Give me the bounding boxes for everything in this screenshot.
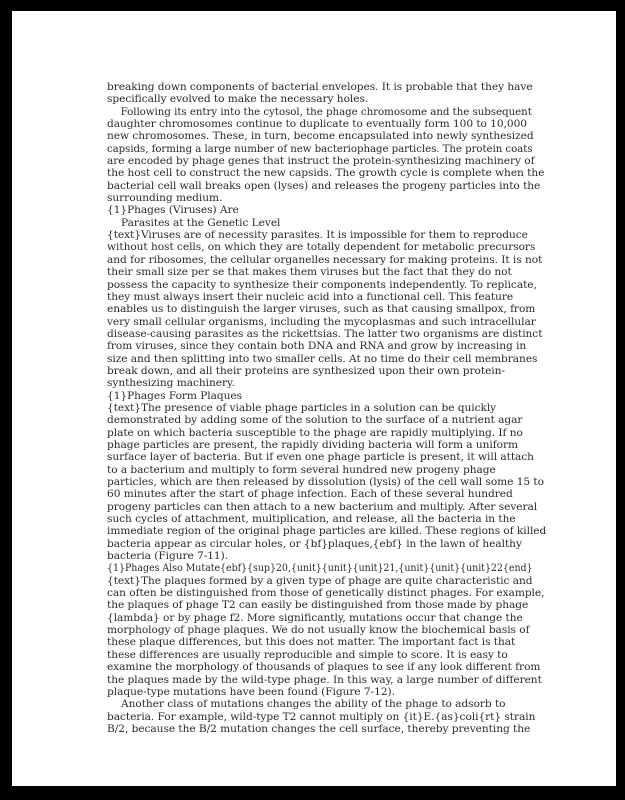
- text-line: daughter chromosomes continue to duplicate to eventually form 100 to 10,000: [107, 118, 527, 131]
- text-line: phage particles are present, the rapidly dividing bacteria will form a uniform: [107, 438, 518, 451]
- text-line: break down, and all their proteins are synthesized upon their own protein-: [107, 364, 505, 377]
- text-line: demonstrated by adding some of the solution to the surface of a nutrient agar: [107, 414, 523, 427]
- text-line: their small size per se that makes them viruses but the fact that they do not: [107, 266, 512, 279]
- text-line: new chromosomes. These, in turn, become encapsulated into newly synthesized: [107, 130, 534, 143]
- text-line: breaking down components of bacterial envelopes. It is probable that they have: [107, 81, 533, 93]
- text-line: morphology of phage plaques. We do not usually know the biochemical basis of: [107, 624, 530, 637]
- text-line: plaque-type mutations have been found (Figure 7-12).: [107, 685, 395, 698]
- text-line: {text}The plaques formed by a given type of phage are quite characteristic and: [107, 574, 533, 587]
- text-line: {1}Phages Form Plaques: [107, 389, 243, 402]
- text-line: {lambda} or by phage f2. More significantly, mutations occur that change the: [107, 611, 523, 624]
- text-line: Parasites at the Genetic Level: [121, 216, 281, 229]
- text-line: disease-causing parasites as the rickettsias. The latter two organisms are distinct: [107, 327, 543, 340]
- text-line: Another class of mutations changes the ability of the phage to adsorb to: [121, 698, 506, 711]
- text-line: without host cells, on which they are totally dependent for metabolic precursors: [107, 241, 536, 254]
- text-line: bacteria (Figure 7-11).: [107, 550, 229, 563]
- text-line: progeny particles can then attach to a new bacterium and multiply. After several: [107, 500, 538, 513]
- text-line: synthesizing machinery.: [107, 377, 235, 390]
- text-line: these differences are usually reproducible and simple to score. It is easy to: [107, 648, 508, 661]
- text-line: can often be distinguished from those of genetically distinct phages. For example,: [107, 587, 545, 600]
- text-line: size and then splitting into two smaller cells. At no time do their cell membranes: [107, 352, 538, 365]
- text-line: bacteria appear as circular holes, or {bf}plaques,{ebf} in the lawn of healthy: [107, 537, 522, 550]
- text-line: examine the morphology of thousands of plaques to see if any look different from: [107, 661, 541, 674]
- text-line: surface layer of bacteria. But if even one phage particle is present, it will attach: [107, 451, 534, 464]
- text-line: immediate region of the original phage particles are killed. These regions of killed: [107, 525, 547, 538]
- body-text: [107, 81, 547, 735]
- document-page: [12, 11, 616, 786]
- text-line: {1}Phages (Viruses) Are: [107, 204, 239, 217]
- text-line: possess the capacity to synthesize their components independently. To replicate,: [107, 278, 537, 291]
- text-line: such cycles of attachment, multiplication, and release, all the bacteria in the: [107, 513, 516, 526]
- text-line: they must always insert their nucleic acid into a functional cell. This feature: [107, 290, 514, 303]
- text-line: the plaques of phage T2 can easily be distinguished from those made by phage: [107, 599, 529, 612]
- text-line: bacteria. For example, wild-type T2 cannot multiply on {it}E.{as}coli{rt} strain: [107, 710, 536, 723]
- text-line: surrounding medium.: [107, 192, 223, 205]
- text-line: very small cellular organisms, including the mycoplasmas and such intracellular: [107, 315, 536, 328]
- text-line: {text}The presence of viable phage particles in a solution can be quickly: [107, 401, 497, 414]
- text-line: {1}Phages Also Mutate{ebf}{sup}20,{unit}{unit}{unit}21,{unit}{unit}{unit}22{end}: [107, 562, 533, 575]
- text-line: bacterial cell wall breaks open (lyses) and releases the progeny particles into the: [107, 179, 541, 192]
- text-line: the plaques made by the wild-type phage. In this way, a large number of different: [107, 673, 542, 686]
- text-line: enables us to distinguish the larger viruses, such as that causing smallpox, from: [107, 303, 536, 316]
- text-line: from viruses, since they contain both DNA and RNA and grow by increasing in: [107, 340, 527, 353]
- text-line: {text}Viruses are of necessity parasites. It is impossible for them to reproduce: [107, 229, 528, 242]
- text-line: particles, which are then released by dissolution (lysis) of the cell wall some 15 to: [107, 476, 544, 488]
- text-line: to a bacterium and multiply to form several hundred new progeny phage: [107, 463, 496, 476]
- text-line: specifically evolved to make the necessary holes.: [107, 93, 369, 106]
- text-line: capsids, forming a large number of new bacteriophage particles. The protein coats: [107, 142, 533, 155]
- text-line: B/2, because the B/2 mutation changes the cell surface, thereby preventing the: [107, 722, 531, 735]
- text-line: the host cell to construct the new capsids. The growth cycle is complete when the: [107, 167, 545, 180]
- text-line: these plaque differences, but this does not matter. The important fact is that: [107, 636, 516, 649]
- text-line: plate on which bacteria susceptible to the phage are rapidly multiplying. If no: [107, 426, 523, 439]
- text-line: are encoded by phage genes that instruct the protein-synthesizing machinery of: [107, 155, 535, 168]
- text-line: and for ribosomes, the cellular organelles necessary for making proteins. It is not: [107, 253, 543, 266]
- text-line: Following its entry into the cytosol, the phage chromosome and the subsequent: [120, 105, 532, 118]
- text-line: 60 minutes after the start of phage infection. Each of these several hundred: [107, 488, 513, 501]
